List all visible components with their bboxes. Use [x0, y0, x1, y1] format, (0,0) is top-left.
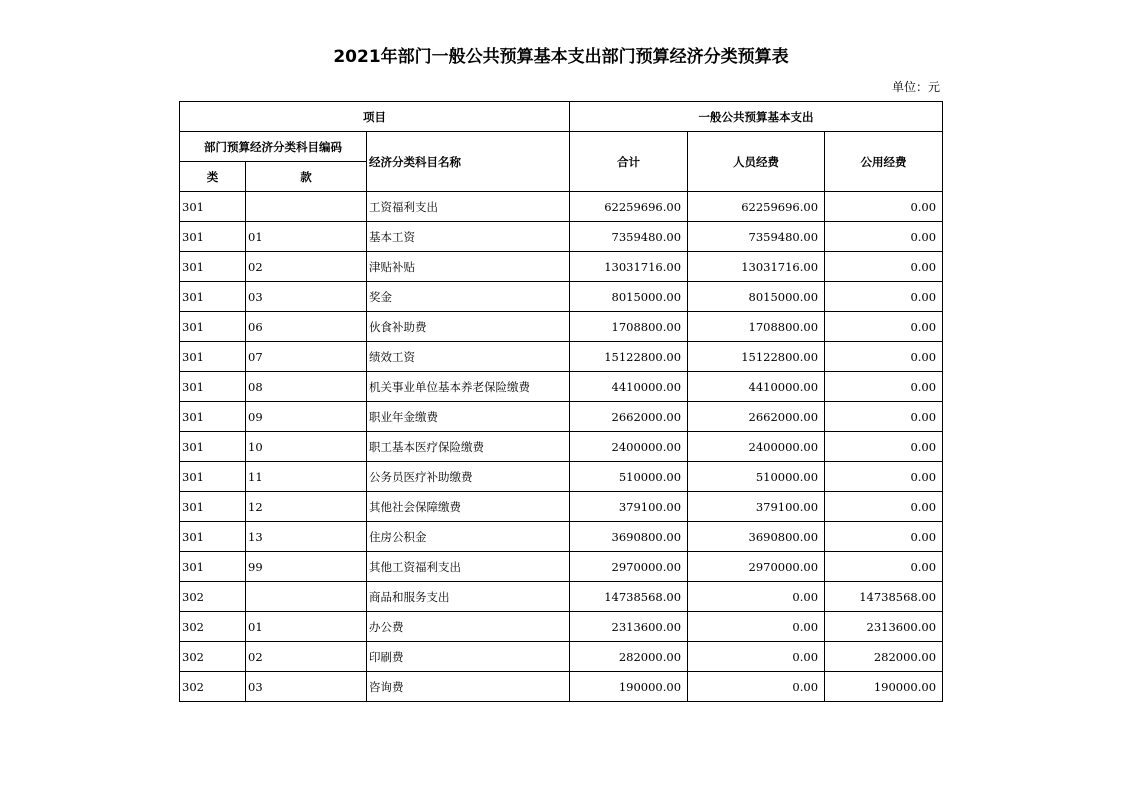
- cell-item: 11: [246, 462, 367, 492]
- cell-total: 15122800.00: [570, 342, 688, 372]
- header-class: 类: [180, 162, 246, 192]
- cell-name: 印刷费: [367, 642, 570, 672]
- cell-total: 3690800.00: [570, 522, 688, 552]
- cell-name: 其他工资福利支出: [367, 552, 570, 582]
- cell-total: 2313600.00: [570, 612, 688, 642]
- cell-class: 301: [180, 522, 246, 552]
- header-personnel: 人员经费: [688, 132, 825, 192]
- cell-public: 0.00: [825, 402, 943, 432]
- cell-class: 301: [180, 282, 246, 312]
- cell-personnel: 1708800.00: [688, 312, 825, 342]
- header-item: 款: [246, 162, 367, 192]
- cell-name: 基本工资: [367, 222, 570, 252]
- cell-item: 07: [246, 342, 367, 372]
- header-name: 经济分类科目名称: [367, 132, 570, 192]
- cell-item: 03: [246, 672, 367, 702]
- cell-item: [246, 582, 367, 612]
- header-project: 项目: [180, 102, 570, 132]
- cell-total: 2400000.00: [570, 432, 688, 462]
- cell-class: 302: [180, 642, 246, 672]
- cell-name: 津贴补贴: [367, 252, 570, 282]
- cell-personnel: 2662000.00: [688, 402, 825, 432]
- cell-item: 10: [246, 432, 367, 462]
- cell-class: 302: [180, 612, 246, 642]
- cell-public: 0.00: [825, 522, 943, 552]
- cell-personnel: 13031716.00: [688, 252, 825, 282]
- cell-class: 301: [180, 432, 246, 462]
- cell-item: 99: [246, 552, 367, 582]
- table-row: [180, 252, 943, 282]
- cell-name: 伙食补助费: [367, 312, 570, 342]
- cell-public: 0.00: [825, 462, 943, 492]
- cell-personnel: 0.00: [688, 642, 825, 672]
- cell-name: 办公费: [367, 612, 570, 642]
- cell-name: 公务员医疗补助缴费: [367, 462, 570, 492]
- cell-name: 绩效工资: [367, 342, 570, 372]
- cell-total: 510000.00: [570, 462, 688, 492]
- table-row: [180, 222, 943, 252]
- cell-total: 282000.00: [570, 642, 688, 672]
- cell-public: 0.00: [825, 312, 943, 342]
- table-row: [180, 612, 943, 642]
- header-total: 合计: [570, 132, 688, 192]
- cell-total: 1708800.00: [570, 312, 688, 342]
- cell-name: 奖金: [367, 282, 570, 312]
- cell-personnel: 0.00: [688, 612, 825, 642]
- table-row: [180, 642, 943, 672]
- cell-public: 0.00: [825, 552, 943, 582]
- cell-personnel: 7359480.00: [688, 222, 825, 252]
- cell-class: 301: [180, 492, 246, 522]
- cell-item: 13: [246, 522, 367, 552]
- cell-item: 02: [246, 642, 367, 672]
- unit-label: 单位：元: [891, 80, 940, 94]
- cell-public: 0.00: [825, 432, 943, 462]
- table-row: [180, 462, 943, 492]
- budget-table: [179, 101, 943, 702]
- cell-name: 机关事业单位基本养老保险缴费: [367, 372, 570, 402]
- cell-item: 12: [246, 492, 367, 522]
- cell-public: 2313600.00: [825, 612, 943, 642]
- table-row: [180, 522, 943, 552]
- table-row: [180, 192, 943, 222]
- cell-personnel: 2400000.00: [688, 432, 825, 462]
- cell-public: 0.00: [825, 342, 943, 372]
- header-general-budget: 一般公共预算基本支出: [570, 102, 943, 132]
- cell-total: 2662000.00: [570, 402, 688, 432]
- cell-public: 0.00: [825, 252, 943, 282]
- cell-name: 住房公积金: [367, 522, 570, 552]
- cell-total: 8015000.00: [570, 282, 688, 312]
- page-title: 2021年部门一般公共预算基本支出部门预算经济分类预算表: [333, 47, 789, 67]
- cell-personnel: 379100.00: [688, 492, 825, 522]
- cell-item: 03: [246, 282, 367, 312]
- cell-name: 工资福利支出: [367, 192, 570, 222]
- table-row: [180, 492, 943, 522]
- cell-class: 301: [180, 552, 246, 582]
- cell-public: 0.00: [825, 282, 943, 312]
- cell-personnel: 15122800.00: [688, 342, 825, 372]
- cell-item: 09: [246, 402, 367, 432]
- cell-class: 301: [180, 252, 246, 282]
- table-row: [180, 672, 943, 702]
- cell-personnel: 8015000.00: [688, 282, 825, 312]
- cell-total: 13031716.00: [570, 252, 688, 282]
- cell-personnel: 4410000.00: [688, 372, 825, 402]
- cell-class: 301: [180, 342, 246, 372]
- cell-total: 14738568.00: [570, 582, 688, 612]
- table-row: [180, 342, 943, 372]
- cell-personnel: 510000.00: [688, 462, 825, 492]
- cell-public: 0.00: [825, 492, 943, 522]
- table-row: [180, 282, 943, 312]
- cell-class: 302: [180, 582, 246, 612]
- cell-item: [246, 192, 367, 222]
- cell-personnel: 0.00: [688, 672, 825, 702]
- table-row: [180, 582, 943, 612]
- cell-name: 职工基本医疗保险缴费: [367, 432, 570, 462]
- cell-class: 301: [180, 402, 246, 432]
- cell-personnel: 0.00: [688, 582, 825, 612]
- cell-total: 4410000.00: [570, 372, 688, 402]
- table-row: [180, 312, 943, 342]
- cell-public: 190000.00: [825, 672, 943, 702]
- cell-item: 02: [246, 252, 367, 282]
- table-row: [180, 552, 943, 582]
- cell-total: 62259696.00: [570, 192, 688, 222]
- cell-name: 商品和服务支出: [367, 582, 570, 612]
- cell-total: 190000.00: [570, 672, 688, 702]
- cell-name: 职业年金缴费: [367, 402, 570, 432]
- cell-item: 06: [246, 312, 367, 342]
- table-row: [180, 372, 943, 402]
- cell-total: 2970000.00: [570, 552, 688, 582]
- cell-class: 301: [180, 372, 246, 402]
- cell-personnel: 2970000.00: [688, 552, 825, 582]
- header-public: 公用经费: [825, 132, 943, 192]
- cell-total: 379100.00: [570, 492, 688, 522]
- cell-class: 301: [180, 312, 246, 342]
- cell-public: 14738568.00: [825, 582, 943, 612]
- cell-item: 08: [246, 372, 367, 402]
- table-row: [180, 432, 943, 462]
- cell-name: 咨询费: [367, 672, 570, 702]
- cell-class: 301: [180, 222, 246, 252]
- cell-total: 7359480.00: [570, 222, 688, 252]
- cell-class: 301: [180, 462, 246, 492]
- cell-personnel: 3690800.00: [688, 522, 825, 552]
- cell-public: 0.00: [825, 222, 943, 252]
- header-code-group: 部门预算经济分类科目编码: [180, 132, 367, 162]
- cell-name: 其他社会保障缴费: [367, 492, 570, 522]
- cell-item: 01: [246, 222, 367, 252]
- cell-class: 302: [180, 672, 246, 702]
- cell-public: 0.00: [825, 192, 943, 222]
- table-row: [180, 402, 943, 432]
- cell-public: 282000.00: [825, 642, 943, 672]
- cell-item: 01: [246, 612, 367, 642]
- cell-public: 0.00: [825, 372, 943, 402]
- cell-class: 301: [180, 192, 246, 222]
- cell-personnel: 62259696.00: [688, 192, 825, 222]
